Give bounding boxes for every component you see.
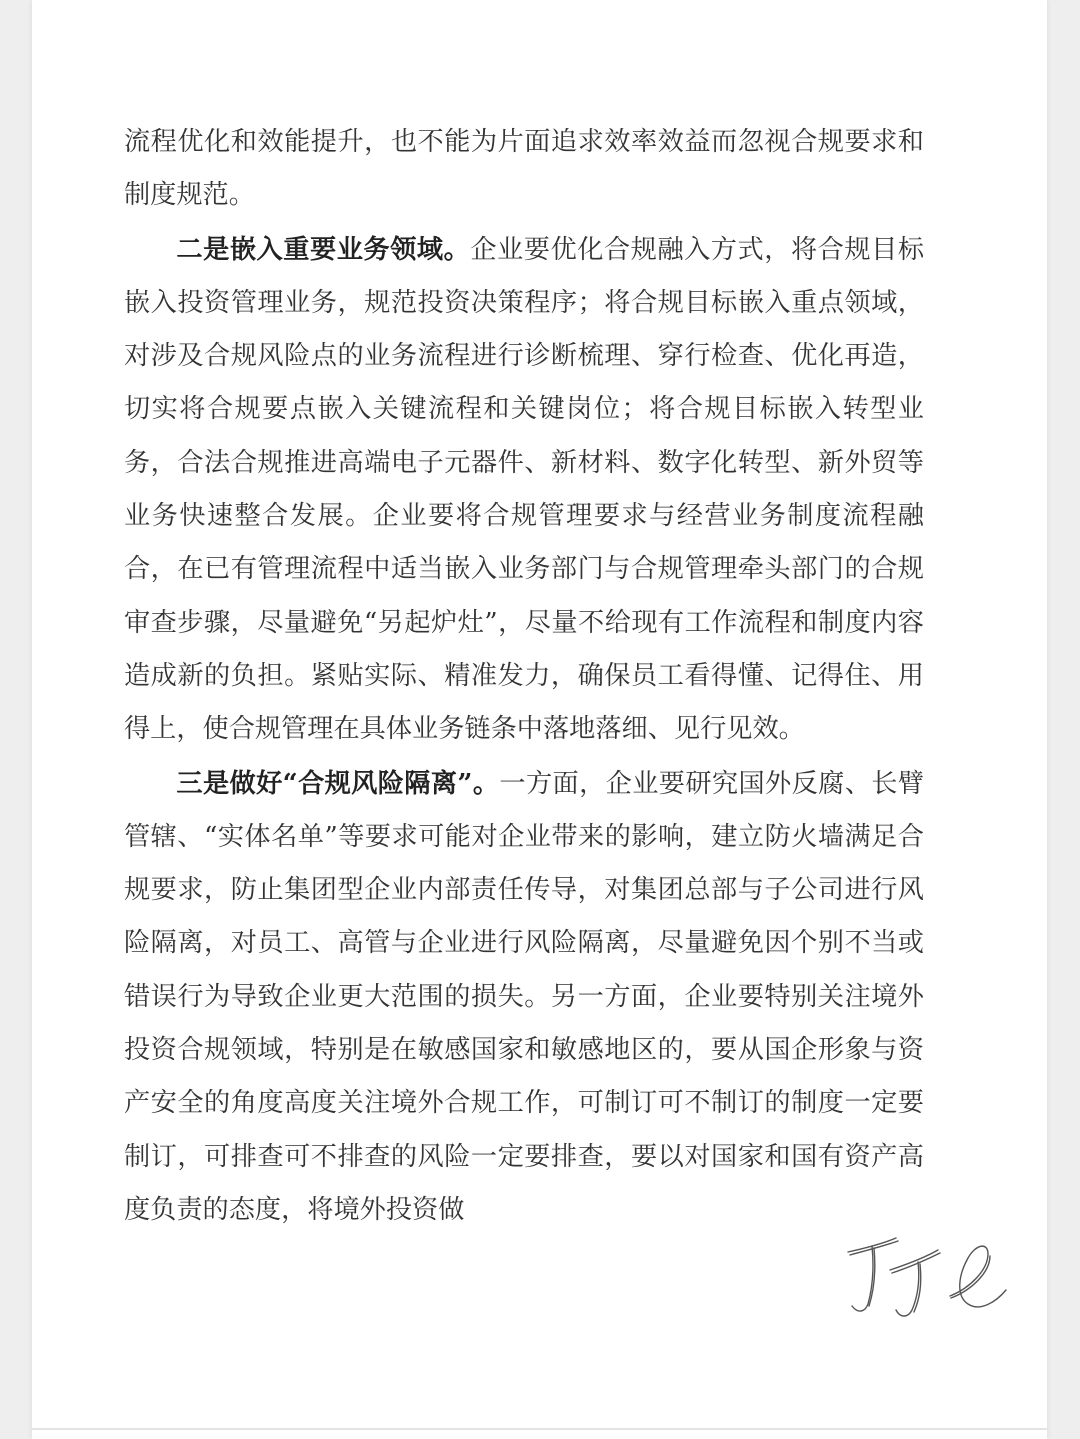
paragraph-body: 一方面，企业要研究国外反腐、长臂管辖、“实体名单”等要求可能对企业带来的影响，建立防火墙满足合规要求，防止集团型企业内部责任传导，对集团总部与子公司进行风险隔离，对员工、高管与企业进行风险隔离，尽量避免因个别不当或错误行为导致企业更大范围的损失。另一方面，企业要特别关注境外投资合规领域，特别是在敏感国家和敏感地区的，要从国企形象与资产安全的角度高度关注境外合规工作，可制订可不制订的制度一定要制订，可排查可不排查的风险一定要排查，要以对国家和国有资产高度负责的态度，将境外投资做 [124,768,925,1225]
paragraph-continuation [124,116,924,223]
document-body [124,116,924,1237]
paragraph-embed-business [124,223,924,757]
paragraph-lead-heading: 二是嵌入重要业务领域。 [176,233,471,265]
paragraph-lead-heading: 三是做好“合规风险隔离”。 [176,767,500,799]
paragraph-body: 企业要优化合规融入方式，将合规目标嵌入投资管理业务，规范投资决策程序；将合规目标嵌入重点领域，对涉及合规风险点的业务流程进行诊断梳理、穿行检查、优化再造，切实将合规要点嵌入关键流程和关键岗位；将合规目标嵌入转型业务，合法合规推进高端电子元器件、新材料、数字化转型、新外贸等业务快速整合发展。企业要将合规管理要求与经营业务制度流程融合，在已有管理流程中适当嵌入业务部门与合规管理牵头部门的合规审查步骤，尽量避免“另起炉灶”，尽量不给现有工作流程和制度内容造成新的负担。紧贴实际、精准发力，确保员工看得懂、记得住、用得上，使合规管理在具体业务链条中落地落细、见行见效。 [124,234,925,745]
paragraph-body: 流程优化和效能提升，也不能为片面追求效率效益而忽视合规要求和制度规范。 [124,127,924,211]
paragraph-risk-isolation [124,757,924,1238]
handwritten-signature [838,1200,1018,1330]
page-bottom-edge [32,1428,1047,1430]
